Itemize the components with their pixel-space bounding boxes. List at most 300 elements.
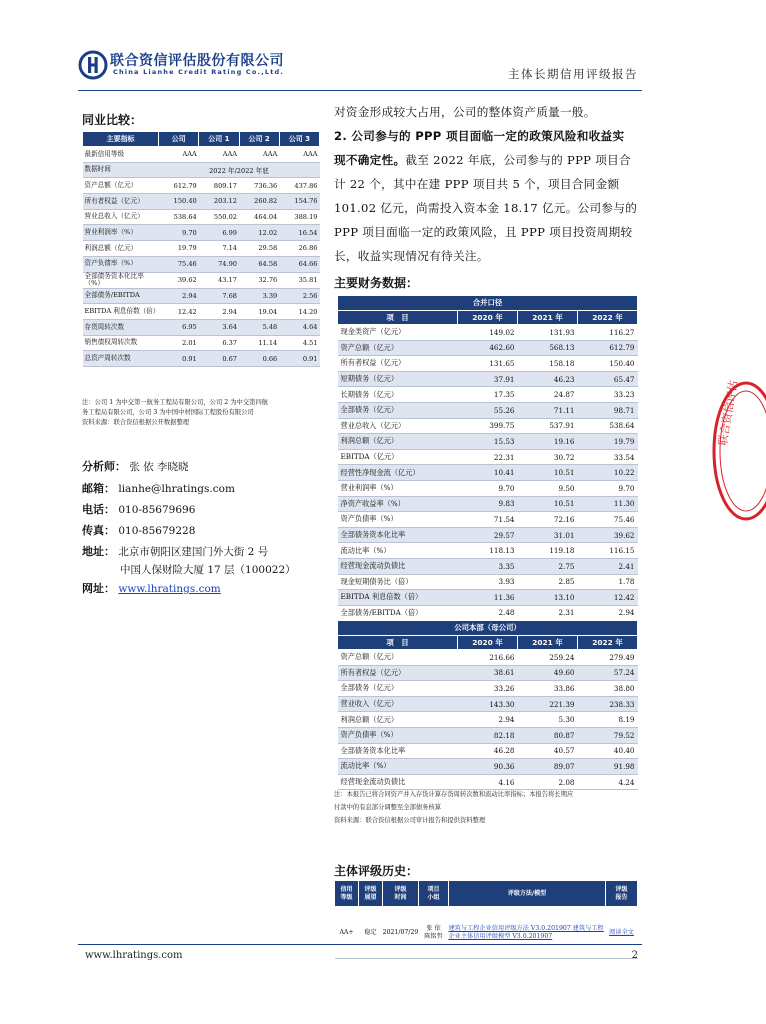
peer-col-header: 公司 3: [279, 132, 319, 147]
parent-row: [338, 727, 638, 743]
page-header: [78, 44, 642, 92]
consolidated-cell: 39.62: [578, 527, 638, 543]
fin-section-title: 主要财务数据：: [334, 276, 419, 290]
consolidated-cell: 13.10: [518, 590, 578, 606]
consolidated-row-label: 长期债务（亿元）: [338, 387, 458, 403]
consolidated-cell: 2.85: [518, 574, 578, 590]
consolidated-cell: 29.57: [458, 527, 518, 543]
peer-cell: 39.62: [159, 272, 199, 288]
peer-cell: 7.68: [199, 288, 239, 304]
parent-row: [338, 665, 638, 681]
consolidated-cell: 9.70: [458, 480, 518, 496]
peer-row-label: EBITDA 利息倍数（倍）: [83, 304, 159, 320]
consolidated-cell: 150.40: [578, 356, 638, 372]
parent-cell: 8.19: [578, 712, 638, 728]
parent-row: [338, 696, 638, 712]
consolidated-cell: 462.60: [458, 340, 518, 356]
peer-span-cell: 2022 年/2022 年底: [159, 162, 320, 178]
peer-cell: 2.01: [159, 335, 199, 351]
parent-cell: 4.16: [458, 774, 518, 790]
consolidated-cell: 2.94: [578, 605, 638, 621]
consolidated-cell: 71.54: [458, 512, 518, 528]
parent-cell: 2.08: [518, 774, 578, 790]
consolidated-cell: 158.18: [518, 356, 578, 372]
parent-cell: 79.52: [578, 727, 638, 743]
consolidated-row-label: EBITDA（亿元）: [338, 449, 458, 465]
peer-row: [83, 162, 320, 178]
consolidated-row: [338, 402, 638, 418]
consolidated-row-label: 经营现金流动负债比: [338, 558, 458, 574]
analyst-label: 分析师：: [82, 460, 126, 473]
consolidated-cell: 2.41: [578, 558, 638, 574]
peer-note-line2: 务工程局有限公司，公司 3 为中国中材国际工程股份有限公司: [82, 409, 254, 416]
peer-cell: 4.64: [279, 320, 319, 336]
consolidated-row: [338, 449, 638, 465]
history-report-link[interactable]: 阅读全文: [606, 907, 638, 959]
parent-cell: 80.87: [518, 727, 578, 743]
consolidated-caption: 合并口径: [338, 296, 638, 311]
year-header: 2021 年: [518, 310, 578, 325]
consolidated-cell: 75.46: [578, 512, 638, 528]
consolidated-cell: 3.35: [458, 558, 518, 574]
history-level: AA+: [335, 907, 359, 959]
peer-cell: 16.54: [279, 225, 319, 241]
fin-note-line1: 注：本报告已将合同资产并入存货计算存货周转次数和流动比率指标；本报告将长期应: [334, 791, 574, 798]
body-line-6: PPP 项目面临一定的政策风险，且 PPP 项目投资周期较: [334, 225, 633, 239]
peer-cell: 0.91: [279, 351, 319, 367]
peer-cell: AAA: [199, 147, 239, 163]
history-team: 张 依 陈铭哲: [419, 907, 449, 959]
fax-value: 010-85679228: [118, 525, 196, 537]
fax-row: [82, 522, 195, 538]
point2-heading: [334, 124, 642, 148]
point2-bold-2: 现不确定性。: [334, 153, 406, 167]
peer-col-header: 公司 2: [239, 132, 279, 147]
website-label: 网址：: [82, 582, 115, 595]
peer-cell: 464.04: [239, 209, 279, 225]
parent-row: [338, 743, 638, 759]
peer-row-label: 全部债务/EBITDA: [83, 288, 159, 304]
consolidated-table: [337, 295, 638, 621]
peer-cell: 260.82: [239, 194, 279, 210]
parent-caption: 公司本部（母公司）: [338, 621, 638, 636]
history-date: 2021/07/29: [383, 907, 419, 959]
peer-cell: 150.40: [159, 194, 199, 210]
consolidated-row: [338, 387, 638, 403]
consolidated-row: [338, 418, 638, 434]
consolidated-cell: 9.83: [458, 496, 518, 512]
peer-row-label: 最新信用等级: [83, 147, 159, 163]
consolidated-row: [338, 434, 638, 450]
point2-bold-1: 2. 公司参与的 PPP 项目面临一定的政策风险和收益实: [334, 129, 625, 143]
peer-cell: AAA: [239, 147, 279, 163]
peer-row: [83, 225, 320, 241]
consolidated-row: [338, 605, 638, 621]
peer-cell: 74.90: [199, 256, 239, 272]
peer-cell: 2.94: [199, 304, 239, 320]
peer-row-label: 所有者权益（亿元）: [83, 194, 159, 210]
consolidated-cell: 2.75: [518, 558, 578, 574]
company-seal-stamp: [706, 376, 766, 526]
rating-history-table: [334, 880, 638, 959]
consolidated-row: [338, 496, 638, 512]
history-col-level: 信用 等级: [335, 881, 359, 907]
consolidated-cell: 19.79: [578, 434, 638, 450]
consolidated-row-label: 利润总额（亿元）: [338, 434, 458, 450]
peer-cell: 736.36: [239, 178, 279, 194]
parent-cell: 279.49: [578, 650, 638, 666]
consolidated-row: [338, 558, 638, 574]
consolidated-cell: 2.31: [518, 605, 578, 621]
history-col-date: 评级 时间: [383, 881, 419, 907]
peer-cell: AAA: [279, 147, 319, 163]
parent-row-label: 所有者权益（亿元）: [338, 665, 458, 681]
parent-cell: 33.26: [458, 681, 518, 697]
peer-section-title: 同业比较：: [82, 113, 143, 127]
address-label: 地址：: [82, 545, 115, 558]
peer-cell: 32.76: [239, 272, 279, 288]
parent-cell: 2.94: [458, 712, 518, 728]
parent-cell: 89.07: [518, 759, 578, 775]
consolidated-cell: 131.93: [518, 325, 578, 341]
consolidated-cell: 538.64: [578, 418, 638, 434]
consolidated-cell: 399.75: [458, 418, 518, 434]
parent-table: [337, 620, 638, 790]
history-col-team: 项目 小组: [419, 881, 449, 907]
address-line1: 北京市朝阳区建国门外大街 2 号: [118, 546, 269, 558]
peer-cell: 203.12: [199, 194, 239, 210]
peer-note-line1: 注：公司 1 为中交第一航务工程局有限公司，公司 2 为中交第四航: [82, 399, 269, 406]
consolidated-cell: 149.02: [458, 325, 518, 341]
consolidated-cell: 17.35: [458, 387, 518, 403]
peer-row: [83, 320, 320, 336]
peer-row-label: 数据时间: [83, 162, 159, 178]
peer-cell: 43.17: [199, 272, 239, 288]
year-header: 2020 年: [458, 310, 518, 325]
peer-source: 资料来源：联合资信根据公开数据整理: [82, 419, 190, 426]
consolidated-cell: 9.50: [518, 480, 578, 496]
year-header: 2022 年: [578, 310, 638, 325]
consolidated-cell: 33.23: [578, 387, 638, 403]
lianhe-logo-icon: [78, 50, 108, 80]
peer-cell: 11.14: [239, 335, 279, 351]
parent-row-label: 资产负债率（%）: [338, 727, 458, 743]
peer-cell: 0.91: [159, 351, 199, 367]
parent-header-row: [338, 635, 638, 650]
parent-cell: 82.18: [458, 727, 518, 743]
consolidated-cell: 119.18: [518, 543, 578, 559]
peer-cell: 388.19: [279, 209, 319, 225]
consolidated-row: [338, 574, 638, 590]
peer-cell: 7.14: [199, 241, 239, 257]
peer-cell: 2.56: [279, 288, 319, 304]
consolidated-cell: 71.11: [518, 402, 578, 418]
consolidated-cell: 24.87: [518, 387, 578, 403]
parent-cell: 91.98: [578, 759, 638, 775]
year-header: 2020 年: [458, 635, 518, 650]
consolidated-row-label: 净资产收益率（%）: [338, 496, 458, 512]
consolidated-cell: 10.41: [458, 465, 518, 481]
history-col-outlook: 评级 展望: [359, 881, 383, 907]
consolidated-row: [338, 512, 638, 528]
parent-row-label: 经营现金流动负债比: [338, 774, 458, 790]
website-row: [82, 580, 221, 596]
peer-row-label: 存货周转次数: [83, 320, 159, 336]
fin-source: 资料来源：联合资信根据公司审计报告和提供资料整理: [334, 817, 486, 824]
parent-row-label: 资产总额（亿元）: [338, 650, 458, 666]
col-item-header: 项 目: [338, 635, 458, 650]
consolidated-cell: 1.78: [578, 574, 638, 590]
consolidated-row-label: 短期债务（亿元）: [338, 371, 458, 387]
peer-row-label: 销售债权周转次数: [83, 335, 159, 351]
parent-row-label: 全部债务（亿元）: [338, 681, 458, 697]
peer-row-label: 资产负债率（%）: [83, 256, 159, 272]
consolidated-row-label: 全部债务资本化比率: [338, 527, 458, 543]
consolidated-row-label: 全部债务（亿元）: [338, 402, 458, 418]
peer-cell: 437.86: [279, 178, 319, 194]
consolidated-cell: 10.51: [518, 465, 578, 481]
company-name-cn: 联合资信评估股份有限公司: [110, 53, 284, 69]
body-line-7: 长，收益实现情况有待关注。: [334, 249, 489, 263]
peer-cell: 2.94: [159, 288, 199, 304]
footer-rule: [78, 944, 642, 945]
consolidated-cell: 22.31: [458, 449, 518, 465]
parent-cell: 49.60: [518, 665, 578, 681]
consolidated-cell: 9.70: [578, 480, 638, 496]
svg-text:联合资信评估: 联合资信评估: [716, 379, 741, 447]
peer-row: [83, 304, 320, 320]
parent-cell: 57.24: [578, 665, 638, 681]
consolidated-cell: 98.71: [578, 402, 638, 418]
peer-cell: 5.48: [239, 320, 279, 336]
peer-cell: 0.67: [199, 351, 239, 367]
parent-cell: 40.40: [578, 743, 638, 759]
peer-cell: 19.04: [239, 304, 279, 320]
peer-row: [83, 272, 320, 288]
consolidated-cell: 65.47: [578, 371, 638, 387]
report-type: 主体长期信用评级报告: [508, 67, 638, 81]
consolidated-row-label: 经营性净现金流（亿元）: [338, 465, 458, 481]
fin-note-line2: 付款中的有息部分调整至全部债务核算: [334, 804, 442, 811]
address-row: [82, 543, 268, 559]
consolidated-row: [338, 527, 638, 543]
consolidated-row: [338, 480, 638, 496]
phone-value: 010-85679696: [118, 504, 196, 516]
peer-cell: 3.39: [239, 288, 279, 304]
consolidated-row: [338, 356, 638, 372]
peer-cell: 9.70: [159, 225, 199, 241]
header-rule: [78, 90, 642, 91]
parent-row-label: 全部债务资本化比率: [338, 743, 458, 759]
history-row: [335, 907, 638, 959]
company-name-en: China Lianhe Credit Rating Co.,Ltd.: [113, 68, 285, 76]
peer-row-label: 资产总额（亿元）: [83, 178, 159, 194]
peer-cell: 64.58: [239, 256, 279, 272]
peer-row: [83, 178, 320, 194]
peer-cell: 26.86: [279, 241, 319, 257]
consolidated-row-label: 营业利润率（%）: [338, 480, 458, 496]
analyst-names: 张 依 李晓晓: [129, 461, 189, 473]
consolidated-row-label: 全部债务/EBITDA（倍）: [338, 605, 458, 621]
consolidated-cell: 3.93: [458, 574, 518, 590]
consolidated-cell: 31.01: [518, 527, 578, 543]
peer-row: [83, 335, 320, 351]
peer-row: [83, 147, 320, 163]
peer-cell: 550.02: [199, 209, 239, 225]
peer-col-header: 公司 1: [199, 132, 239, 147]
peer-row: [83, 256, 320, 272]
consolidated-row: [338, 325, 638, 341]
consolidated-cell: 612.79: [578, 340, 638, 356]
consolidated-row-label: 现金类资产（亿元）: [338, 325, 458, 341]
consolidated-cell: 537.91: [518, 418, 578, 434]
peer-cell: 29.58: [239, 241, 279, 257]
consolidated-row-label: EBITDA 利息倍数（倍）: [338, 590, 458, 606]
page-number: 2: [631, 950, 638, 961]
peer-cell: 612.79: [159, 178, 199, 194]
peer-row-label: 营业利润率（%）: [83, 225, 159, 241]
peer-cell: 75.46: [159, 256, 199, 272]
consolidated-row: [338, 465, 638, 481]
peer-cell: 4.51: [279, 335, 319, 351]
parent-row: [338, 774, 638, 790]
email-label: 邮箱：: [82, 482, 115, 495]
consolidated-cell: 46.23: [518, 371, 578, 387]
consolidated-row-label: 资产总额（亿元）: [338, 340, 458, 356]
consolidated-cell: 33.54: [578, 449, 638, 465]
col-item-header: 项 目: [338, 310, 458, 325]
phone-label: 电话：: [82, 503, 115, 516]
consolidated-cell: 11.36: [458, 590, 518, 606]
consolidated-row-label: 所有者权益（亿元）: [338, 356, 458, 372]
peer-row: [83, 209, 320, 225]
email-row: [82, 480, 235, 496]
peer-cell: AAA: [159, 147, 199, 163]
parent-cell: 4.24: [578, 774, 638, 790]
fax-label: 传真：: [82, 524, 115, 537]
footer-website[interactable]: www.lhratings.com: [85, 950, 183, 961]
body-line-4: 计 22 个，其中在建 PPP 项目共 5 个，项目合同金额: [334, 177, 620, 191]
peer-cell: 19.79: [159, 241, 199, 257]
peer-cell: 12.02: [239, 225, 279, 241]
consolidated-cell: 568.13: [518, 340, 578, 356]
consolidated-cell: 72.16: [518, 512, 578, 528]
history-method-link[interactable]: 建筑与工程企业信用评级方法 V3.0.201907 建筑与工程企业主体信用评级模型 V3.0.201907: [449, 907, 606, 959]
parent-row: [338, 650, 638, 666]
year-header: 2021 年: [518, 635, 578, 650]
peer-header-row: [83, 132, 320, 147]
parent-cell: 238.33: [578, 696, 638, 712]
parent-cell: 46.28: [458, 743, 518, 759]
consolidated-cell: 118.13: [458, 543, 518, 559]
parent-cell: 221.39: [518, 696, 578, 712]
peer-cell: 0.66: [239, 351, 279, 367]
peer-row-label: 全部债务资本化比率（%）: [83, 272, 159, 288]
phone-row: [82, 501, 195, 517]
history-outlook: 稳定: [359, 907, 383, 959]
year-header: 2022 年: [578, 635, 638, 650]
peer-row-label: 利润总额（亿元）: [83, 241, 159, 257]
consolidated-row: [338, 340, 638, 356]
peer-cell: 809.17: [199, 178, 239, 194]
peer-cell: 6.95: [159, 320, 199, 336]
consolidated-row: [338, 543, 638, 559]
parent-row-label: 利润总额（亿元）: [338, 712, 458, 728]
parent-cell: 143.30: [458, 696, 518, 712]
consolidated-row: [338, 590, 638, 606]
history-col-method: 评级方法/模型: [449, 881, 606, 907]
history-section-title: 主体评级历史：: [334, 864, 419, 878]
consolidated-row-label: 流动比率（%）: [338, 543, 458, 559]
peer-cell: 64.66: [279, 256, 319, 272]
parent-cell: 90.36: [458, 759, 518, 775]
consolidated-row-label: 现金短期债务比（倍）: [338, 574, 458, 590]
point2-text-2: 截至 2022 年底，公司参与的 PPP 项目合: [405, 153, 631, 167]
peer-cell: 3.64: [199, 320, 239, 336]
consolidated-caption-row: [338, 296, 638, 311]
consolidated-row-label: 营业总收入（亿元）: [338, 418, 458, 434]
peer-cell: 35.81: [279, 272, 319, 288]
consolidated-cell: 19.16: [518, 434, 578, 450]
consolidated-cell: 30.72: [518, 449, 578, 465]
address-line2: 中国人保财险大厦 17 层（100022）: [120, 564, 296, 576]
parent-row-label: 流动比率（%）: [338, 759, 458, 775]
parent-cell: 5.30: [518, 712, 578, 728]
point2-line-2: [334, 148, 642, 172]
parent-caption-row: [338, 621, 638, 636]
parent-cell: 216.66: [458, 650, 518, 666]
peer-cell: 538.64: [159, 209, 199, 225]
consolidated-cell: 12.42: [578, 590, 638, 606]
consolidated-cell: 37.91: [458, 371, 518, 387]
peer-col-header: 主要指标: [83, 132, 159, 147]
peer-col-header: 公司: [159, 132, 199, 147]
peer-cell: 6.37: [199, 335, 239, 351]
peer-row: [83, 351, 320, 367]
consolidated-cell: 2.48: [458, 605, 518, 621]
body-line-5: 101.02 亿元，尚需投入资本金 18.17 亿元。公司参与的: [334, 201, 638, 215]
peer-row: [83, 288, 320, 304]
peer-row: [83, 241, 320, 257]
website-link[interactable]: www.lhratings.com: [118, 583, 221, 595]
parent-cell: 38.80: [578, 681, 638, 697]
body-line-1: 对资金形成较大占用，公司的整体资产质量一般。: [334, 105, 596, 119]
consolidated-cell: 116.27: [578, 325, 638, 341]
email-value[interactable]: lianhe@lhratings.com: [118, 483, 235, 495]
consolidated-cell: 116.15: [578, 543, 638, 559]
parent-row: [338, 681, 638, 697]
consolidated-row: [338, 371, 638, 387]
parent-row: [338, 712, 638, 728]
history-col-report: 评级 报告: [606, 881, 638, 907]
parent-row-label: 营业收入（亿元）: [338, 696, 458, 712]
analyst-row: [82, 458, 189, 474]
consolidated-cell: 10.51: [518, 496, 578, 512]
parent-cell: 259.24: [518, 650, 578, 666]
parent-cell: 33.86: [518, 681, 578, 697]
parent-cell: 40.57: [518, 743, 578, 759]
consolidated-header-row: [338, 310, 638, 325]
parent-row: [338, 759, 638, 775]
peer-row-label: 总资产周转次数: [83, 351, 159, 367]
consolidated-cell: 55.26: [458, 402, 518, 418]
peer-comparison-table: [82, 131, 320, 367]
consolidated-cell: 10.22: [578, 465, 638, 481]
peer-cell: 12.42: [159, 304, 199, 320]
history-header-row: [335, 881, 638, 907]
peer-cell: 14.20: [279, 304, 319, 320]
peer-row-label: 营业总收入（亿元）: [83, 209, 159, 225]
